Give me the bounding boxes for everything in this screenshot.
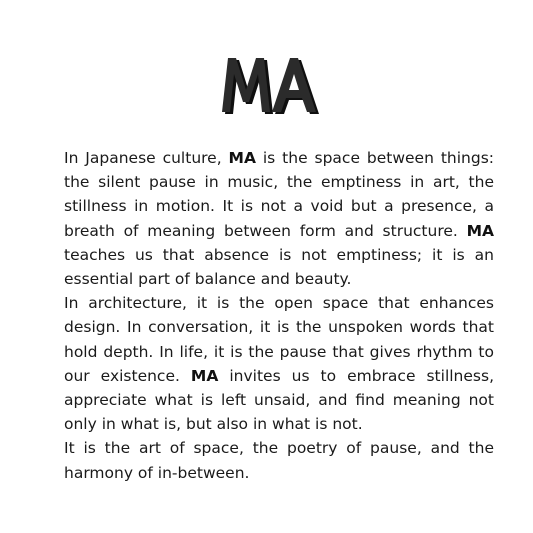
ma-term: MA [190, 366, 219, 385]
paragraph-1: In Japanese culture, MA is the space between things: the silent pause in music, the emptiness in art, the stillness in motion. It is not a void but a presence, a breath of meaning between form and structure. MA teaches us that absence is not emptiness; it is an essential part of balance and beauty. [64, 149, 494, 289]
body-text [64, 146, 494, 485]
ma-logo [216, 50, 320, 118]
ma-term: MA [228, 149, 256, 167]
paragraph-2: In architecture, it is the open space that enhances design. In conversation, it is the unspoken words that hold depth. In life, it is the pause that gives rhythm to our existence. MA invites us to embrace stillness, appreciate what is left unsaid, and find meaning not only in what is, but also in what is not. [64, 294, 494, 434]
paragraph-3: It is the art of space, the poetry of pause, and the harmony of in-between. [64, 439, 494, 482]
ma-term: MA [466, 221, 494, 240]
